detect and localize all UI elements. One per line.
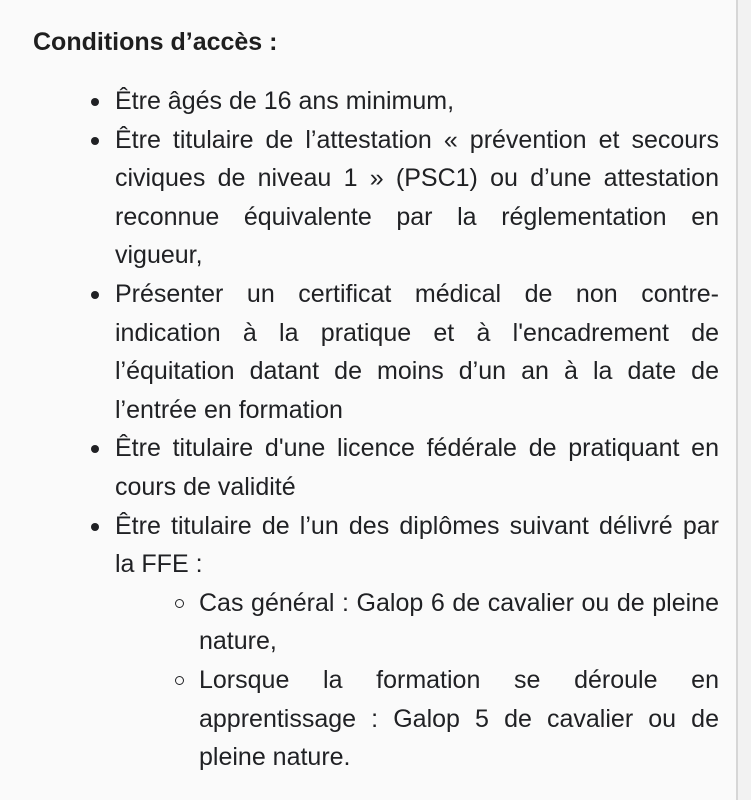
list-item-text: Être âgés de 16 ans minimum, xyxy=(115,87,455,115)
list-item-text: Être titulaire de l’attestation « prévention et secours civiques de niveau 1 » (PSC1) ou d’une attestation reconnue équivalente par la réglementation en vigueur, xyxy=(115,125,719,270)
list-item-text: Présenter un certificat médical de non contre-indication à la pratique et à l'encadrement de l’équitation datant de moins d’un an à la date de l’entrée en formation xyxy=(115,279,719,424)
list-item-medical-certificate xyxy=(115,275,719,429)
sublist-item-text: Lorsque la formation se déroule en apprentissage : Galop 5 de cavalier ou de pleine nature. xyxy=(199,665,719,772)
list-item-text: Être titulaire de l’un des diplômes suivant délivré par la FFE : xyxy=(115,511,719,579)
list-item-license xyxy=(115,429,719,506)
sublist-item-general-case xyxy=(199,584,719,661)
section-heading: Conditions d’accès : xyxy=(33,28,278,56)
sublist-item-apprenticeship xyxy=(199,661,719,777)
list-item-text: Être titulaire d'une licence fédérale de pratiquant en cours de validité xyxy=(115,434,719,501)
list-item-psc1 xyxy=(115,121,719,275)
sublist-item-text: Cas général : Galop 6 de cavalier ou de pleine nature, xyxy=(199,588,719,656)
list-item-diplomas xyxy=(115,507,719,777)
diplomas-sublist xyxy=(115,584,719,777)
list-item-age xyxy=(115,82,719,121)
conditions-list xyxy=(115,82,719,777)
